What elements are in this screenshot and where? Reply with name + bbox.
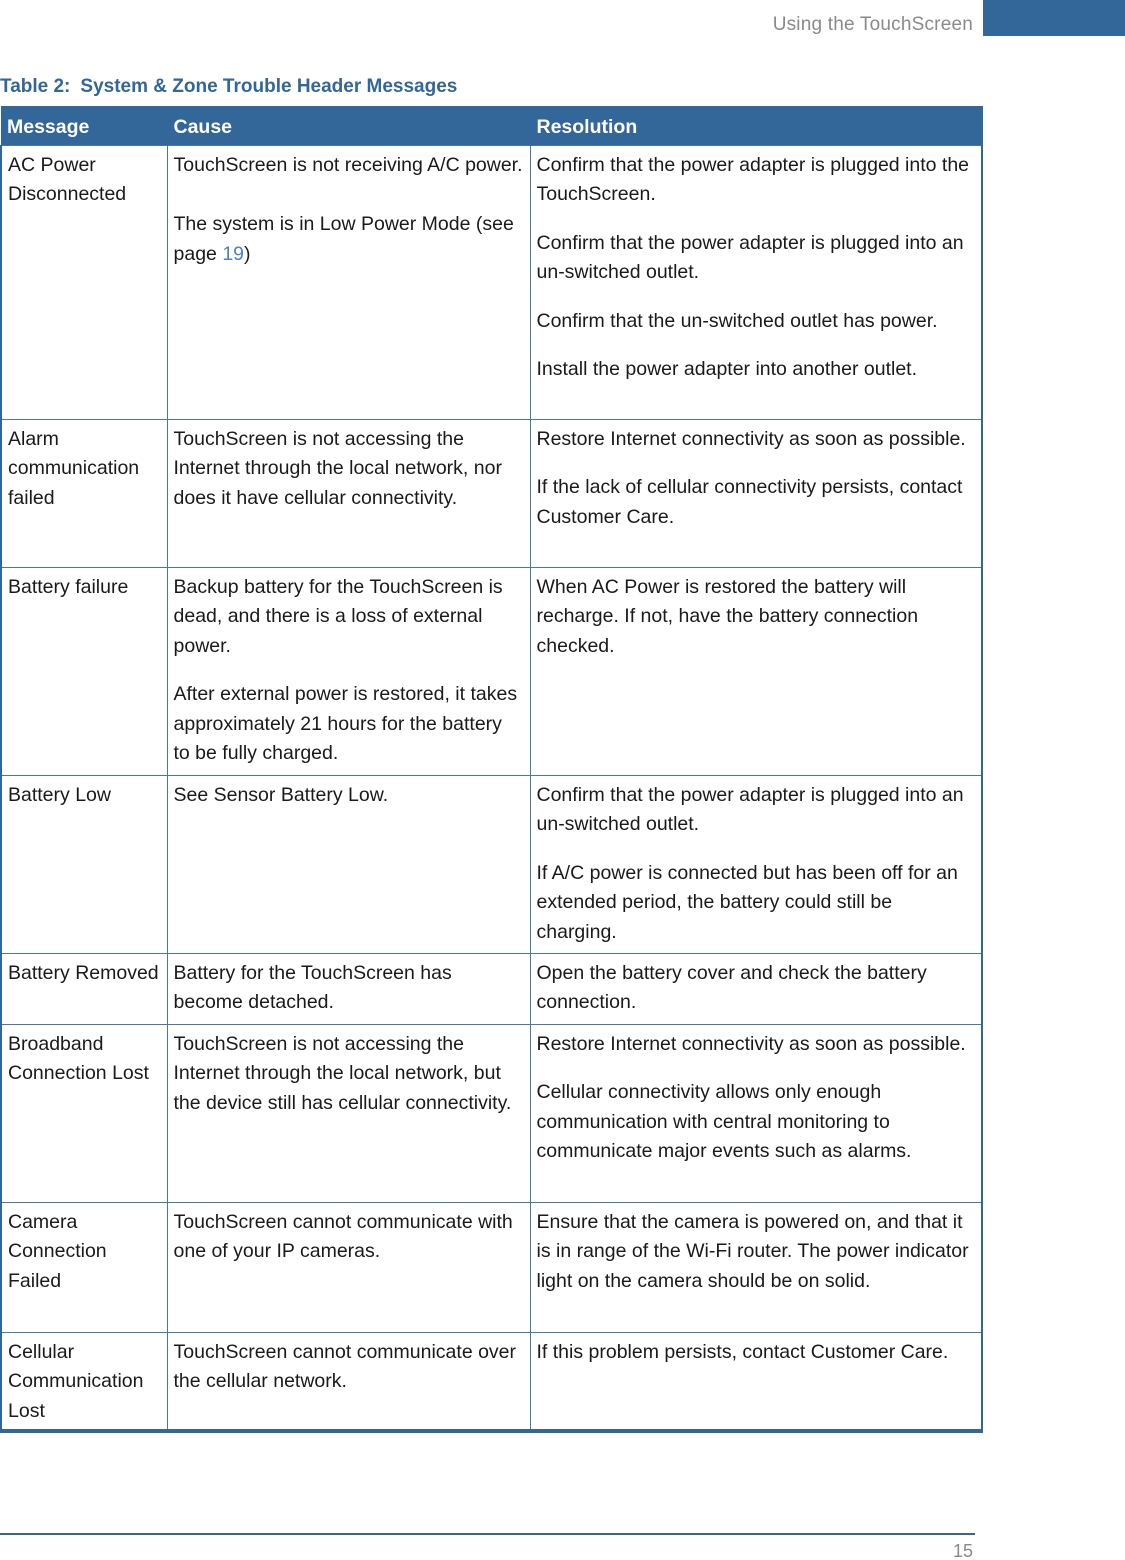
cause-text: TouchScreen is not accessing the Internet through the local network, nor does it have cellular connectivity.	[173, 427, 502, 509]
resolution-cell	[530, 567, 982, 775]
page-link[interactable]: 19	[222, 242, 245, 265]
resolution-text: If this problem persists, contact Customer Care.	[536, 1340, 949, 1363]
header-accent-bar	[983, 0, 1125, 36]
column-header-message: Message	[1, 106, 167, 145]
table-row	[1, 1202, 982, 1332]
page-ref-prefix: (see page	[173, 213, 514, 265]
resolution-cell	[530, 145, 982, 419]
message-cell: Camera Connection Failed	[1, 1202, 167, 1332]
resolution-text: Confirm that the power adapter is plugged into an un-switched outlet.	[536, 231, 964, 283]
table-row	[1, 953, 982, 1024]
resolution-cell	[530, 1024, 982, 1202]
resolution-text: Ensure that the camera is powered on, and that it is in range of the Wi-Fi router. The power indicator light on the camera should be on solid.	[536, 1210, 969, 1292]
resolution-cell	[530, 775, 982, 953]
message-cell: Battery Removed	[1, 953, 167, 1024]
resolution-cell	[530, 1332, 982, 1431]
table-row	[1, 419, 982, 567]
cause-text: Battery for the TouchScreen has become detached.	[173, 961, 452, 1013]
table-row	[1, 567, 982, 775]
column-header-cause: Cause	[167, 106, 530, 145]
resolution-text: Cellular connectivity allows only enough communication with central monitoring to communicate major events such as alarms.	[536, 1081, 912, 1162]
message-cell: Battery Low	[1, 775, 167, 953]
message-cell: Cellular Communication Lost	[1, 1332, 167, 1431]
cause-cell	[167, 775, 530, 953]
cause-cell	[167, 1202, 530, 1332]
page-ref-suffix: )	[244, 242, 251, 265]
cause-cell	[167, 1332, 530, 1431]
resolution-cell	[530, 419, 982, 567]
message-cell: Battery failure	[1, 567, 167, 775]
resolution-text: Confirm that the un-switched outlet has power.	[536, 309, 938, 332]
message-cell: Alarm communication failed	[1, 419, 167, 567]
cause-text: After external power is restored, it takes approximately 21 hours for the battery to be fully charged.	[173, 683, 518, 764]
table-row	[1, 1332, 982, 1431]
table-row	[1, 775, 982, 953]
resolution-text: When AC Power is restored the battery will recharge. If not, have the battery connection checked.	[536, 575, 919, 657]
cause-text: TouchScreen cannot communicate with one of your IP cameras.	[173, 1210, 513, 1262]
resolution-text: If A/C power is connected but has been off for an extended period, the battery could still be charging.	[536, 861, 958, 943]
resolution-cell	[530, 1202, 982, 1332]
resolution-text: Install the power adapter into another outlet.	[536, 358, 917, 380]
cause-cell	[167, 953, 530, 1024]
trouble-messages-table	[0, 106, 983, 1433]
resolution-text: Open the battery cover and check the battery connection.	[536, 961, 927, 1013]
column-header-resolution: Resolution	[530, 106, 982, 145]
table-caption-title: System & Zone Trouble Header Messages	[80, 76, 458, 97]
footer-divider	[0, 1533, 975, 1535]
resolution-text: If the lack of cellular connectivity persists, contact Customer Care.	[536, 476, 963, 528]
page-number: 15	[952, 1541, 973, 1560]
table-header-row	[1, 106, 982, 145]
table-caption-label: Table 2:	[0, 76, 71, 97]
table-row	[1, 1024, 982, 1202]
message-cell: AC Power Disconnected	[1, 145, 167, 419]
resolution-text: Restore Internet connectivity as soon as possible.	[536, 427, 966, 450]
cause-text: Backup battery for the TouchScreen is dead, and there is a loss of external power.	[173, 575, 503, 657]
message-cell: Broadband Connection Lost	[1, 1024, 167, 1202]
cause-cell	[167, 567, 530, 775]
resolution-text: Confirm that the power adapter is plugged into an un-switched outlet.	[536, 783, 964, 835]
cause-text: TouchScreen is not accessing the Internet through the local network, but the device still has cellular connectivity.	[173, 1032, 512, 1114]
cause-cell	[167, 1024, 530, 1202]
table-caption	[0, 76, 457, 98]
cause-cell	[167, 419, 530, 567]
resolution-cell	[530, 953, 982, 1024]
resolution-text: Restore Internet connectivity as soon as possible.	[536, 1032, 966, 1055]
resolution-text: Confirm that the power adapter is plugged into the TouchScreen.	[536, 153, 970, 205]
cause-cell	[167, 145, 530, 419]
running-header-title: Using the TouchScreen	[772, 14, 973, 35]
cause-text: See Sensor Battery Low.	[173, 783, 389, 806]
cause-text: The system is in Low Power Mode (see page 19)	[173, 213, 514, 265]
cause-text: TouchScreen cannot communicate over the cellular network.	[173, 1340, 517, 1392]
table-row	[1, 145, 982, 419]
cause-text: TouchScreen is not receiving A/C power.	[173, 153, 523, 176]
